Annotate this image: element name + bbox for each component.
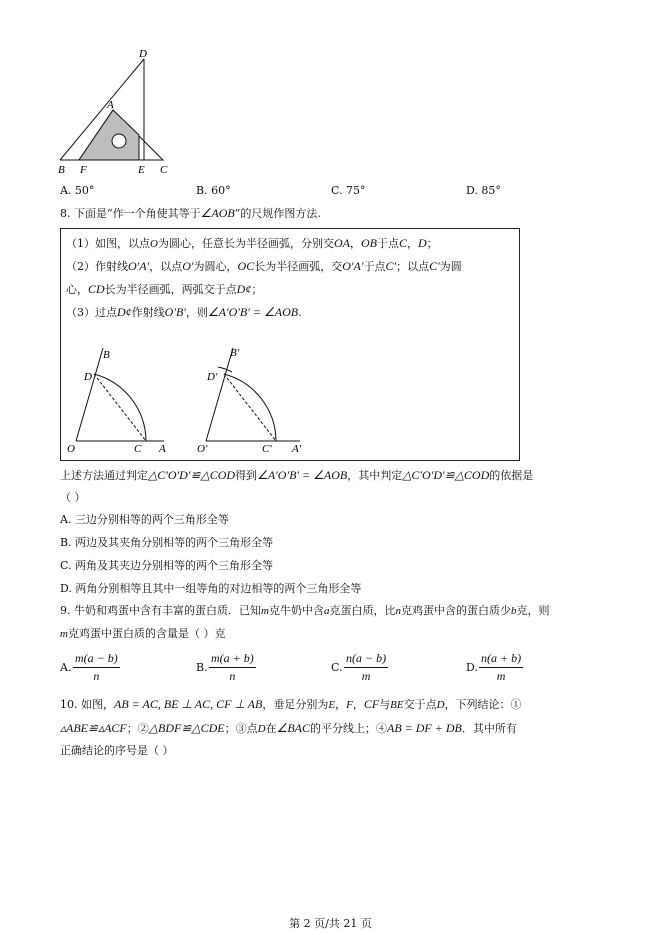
q8-step-2-cont: 心，CD长为半径画弧，两弧交于点D¢； xyxy=(66,282,263,296)
fig8-right-label-o: O′ xyxy=(197,443,208,455)
q9-option-b-label: B. xyxy=(196,661,208,674)
q9-option-d-fraction: $\frac{n(a + b)}{m}$ xyxy=(481,651,522,683)
q8-stem: 8. 下面是“作一个角使其等于∠AOB”的尺规作图方法. xyxy=(60,206,321,220)
q7-option-c: C. 75° xyxy=(331,184,366,197)
q7-option-b: B. 60° xyxy=(196,184,231,197)
fig8-right-label-d: D′ xyxy=(207,371,218,383)
q7-figure xyxy=(55,45,185,180)
fig7-label-f: F xyxy=(80,164,87,176)
fig7-label-c: C xyxy=(160,164,168,176)
q8-step-2: （2）作射线O′A′，以点O′为圆心，OC长为半径画弧，交O′A′于点C′；以点C′为圆 xyxy=(66,259,462,273)
fig8-left-label-o: O xyxy=(67,443,75,455)
fig7-label-b: B xyxy=(58,164,65,176)
q10-stem-line1: 10. 如图，AB = AC, BE ⊥ AC, CF ⊥ AB，垂足分别为E，F，CF与BE交于点D，下列结论：① xyxy=(60,697,522,711)
fig8-right-label-c: C′ xyxy=(262,443,272,455)
q8-option-b: B. 两边及其夹角分别相等的两个三角形全等 xyxy=(60,536,274,549)
fig7-label-e: E xyxy=(138,164,145,176)
fig8-left-label-c: C xyxy=(134,443,142,455)
q9-option-b-fraction: $\frac{m(a + b)}{n}$ xyxy=(211,651,254,683)
q8-step-1: （1）如图，以点O为圆心，任意长为半径画弧，分别交OA，OB于点C，D； xyxy=(66,236,438,250)
q8-figure-original-angle xyxy=(62,340,187,458)
q10-stem-line2: ▵ABE≌▵ACF；②△BDF≌△CDE；③点D在∠BAC的平分线上；④AB = DF + DB．其中所有 xyxy=(60,721,517,735)
q9-option-c-label: C. xyxy=(331,661,343,674)
q8-question-line: 上述方法通过判定△C′O′D′≌△COD得到∠A′O′B′ = ∠AOB，其中判定△C′O′D′≌△COD的依据是 xyxy=(60,468,534,482)
q9-option-a-fraction: $\frac{m(a - b)}{n}$ xyxy=(75,651,118,683)
q8-figure-constructed-angle xyxy=(192,340,317,458)
q8-option-a: A. 三边分别相等的两个三角形全等 xyxy=(60,513,229,526)
q8-answer-blank: （ ） xyxy=(60,491,86,504)
q7-option-a: A. 50° xyxy=(60,184,95,197)
fig7-label-d: D xyxy=(139,48,147,60)
fig8-left-label-a: A xyxy=(159,443,166,455)
fig7-label-a: A xyxy=(107,99,114,111)
q7-option-d: D. 85° xyxy=(466,184,501,197)
fig8-left-label-d: D xyxy=(84,371,92,383)
q9-option-a-label: A. xyxy=(60,661,72,674)
q8-step-3: （3）过点D¢作射线O′B′，则∠A′O′B′ = ∠AOB. xyxy=(66,305,302,319)
fig8-right-label-a: A′ xyxy=(292,443,302,455)
set-square-hole xyxy=(112,134,126,148)
q8-option-d: D. 两角分别相等且其中一组等角的对边相等的两个三角形全等 xyxy=(60,582,362,595)
page-footer: 第 2 页/共 21 页 xyxy=(289,917,372,930)
q10-stem-line3: 正确结论的序号是（ ） xyxy=(60,744,174,757)
fig8-left-label-b: B xyxy=(103,349,110,361)
q9-stem-line2: m克鸡蛋中蛋白质的含量是（ ）克 xyxy=(60,627,226,640)
q9-stem-line1: 9. 牛奶和鸡蛋中含有丰富的蛋白质．已知m克牛奶中含a克蛋白质，比n克鸡蛋中含的蛋白质少b克，则 xyxy=(60,604,550,617)
q8-option-c: C. 两角及其夹边分别相等的两个三角形全等 xyxy=(60,559,274,572)
q9-option-c-fraction: $\frac{n(a - b)}{m}$ xyxy=(346,651,387,683)
fig8-right-label-b: B′ xyxy=(230,347,240,359)
q9-option-d-label: D. xyxy=(466,661,478,674)
